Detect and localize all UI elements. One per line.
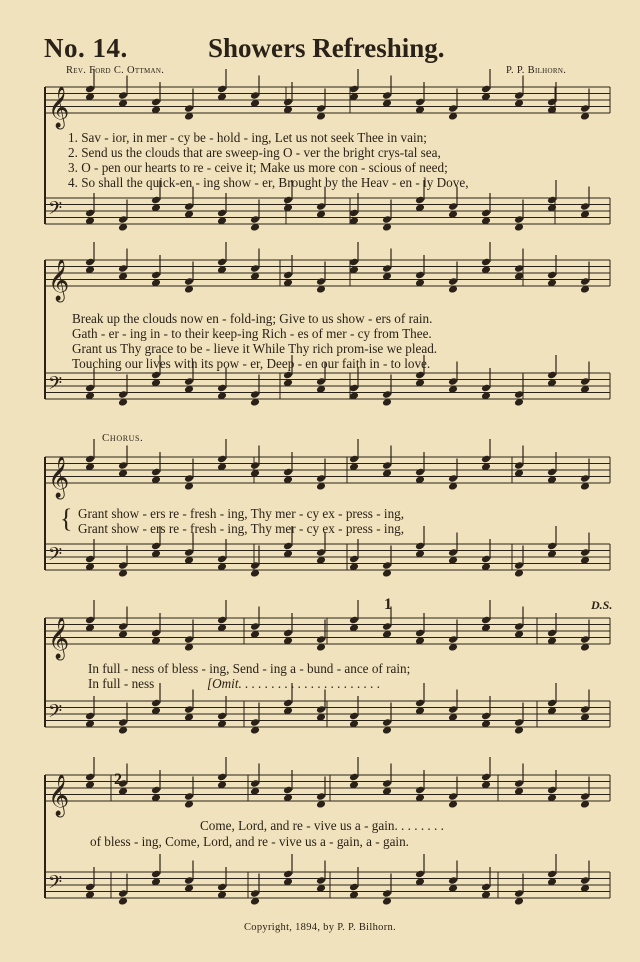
hymn-title: Showers Refreshing. — [208, 33, 445, 63]
second-ending-mark: 2 — [114, 771, 122, 788]
treble-clef-icon: 𝄞 — [48, 618, 70, 659]
note-heads — [48, 69, 590, 906]
chorus-line-1: Grant show - ers re - fresh - ing, Thy mer - cy ex - press - ing, — [78, 506, 405, 521]
verse-3-line-a: 3. O - pen our hearts to re - ceive it; Make us more con - scious of need; — [68, 160, 448, 175]
first-ending-mark: 1 — [384, 596, 392, 613]
music-credit: P. P. Bilhorn. — [506, 65, 567, 76]
treble-clef-icon: 𝄞 — [48, 87, 70, 128]
verse-4-line-a: 4. So shall the quick-en - ing show - er, Brought by the Heav - en - ly Dove, — [68, 175, 469, 190]
chorus-label: Chorus. — [102, 432, 144, 444]
omit-marking: [Omit. . . . . . . . . . . . . . . . . . . . . . — [207, 676, 381, 691]
bass-clef-icon: 𝄢 — [48, 373, 63, 399]
treble-clef-icon: 𝄞 — [48, 457, 70, 498]
chorus-line-5: Come, Lord, and re - vive us a - gain. . . . . . . . — [200, 818, 444, 833]
staff-systems — [45, 87, 613, 898]
hymn-number: No. 14. — [44, 33, 128, 63]
verse-2-line-a: 2. Send us the clouds that are sweep-ing O - ver the bright crys-tal sea, — [68, 145, 441, 160]
bass-clef-icon: 𝄢 — [48, 544, 63, 570]
words-credit: Rev. Ford C. Ottman. — [66, 65, 165, 76]
chorus-line-6: of bless - ing, Come, Lord, and re - vive us a - gain, a - gain. — [90, 834, 409, 849]
chorus-brace: { — [60, 504, 73, 533]
chorus-line-4-start: In full - ness — [88, 676, 155, 691]
verse-4-line-b: Touching our lives with its pow - er, Deep - en our faith in - to love. — [72, 356, 431, 371]
chorus-line-2: Grant show - ers re - fresh - ing, Thy mer - cy ex - press - ing, — [78, 521, 405, 536]
verse-1-line-a: 1. Sav - ior, in mer - cy be - hold - ing, Let us not seek Thee in vain; — [68, 130, 427, 145]
verse-1-line-b: Break up the clouds now en - fold-ing; Give to us show - ers of rain. — [72, 311, 433, 326]
verse-2-line-b: Gath - er - ing in - to their keep-ing Rich - es of mer - cy from Thee. — [72, 326, 432, 341]
verse-3-line-b: Grant us Thy grace to be - lieve it While Thy rich prom-ise we plead. — [72, 341, 438, 356]
ds-marking: D.S. — [591, 598, 613, 612]
chorus-line-3: In full - ness of bless - ing, Send - ing a - bund - ance of rain; — [88, 661, 411, 676]
bass-clef-icon: 𝄢 — [48, 701, 63, 727]
treble-clef-icon: 𝄞 — [48, 260, 70, 301]
treble-clef-icon: 𝄞 — [48, 775, 70, 816]
copyright-notice: Copyright, 1894, by P. P. Bilhorn. — [244, 922, 396, 933]
bass-clef-icon: 𝄢 — [48, 872, 63, 898]
bass-clef-icon: 𝄢 — [48, 198, 63, 224]
